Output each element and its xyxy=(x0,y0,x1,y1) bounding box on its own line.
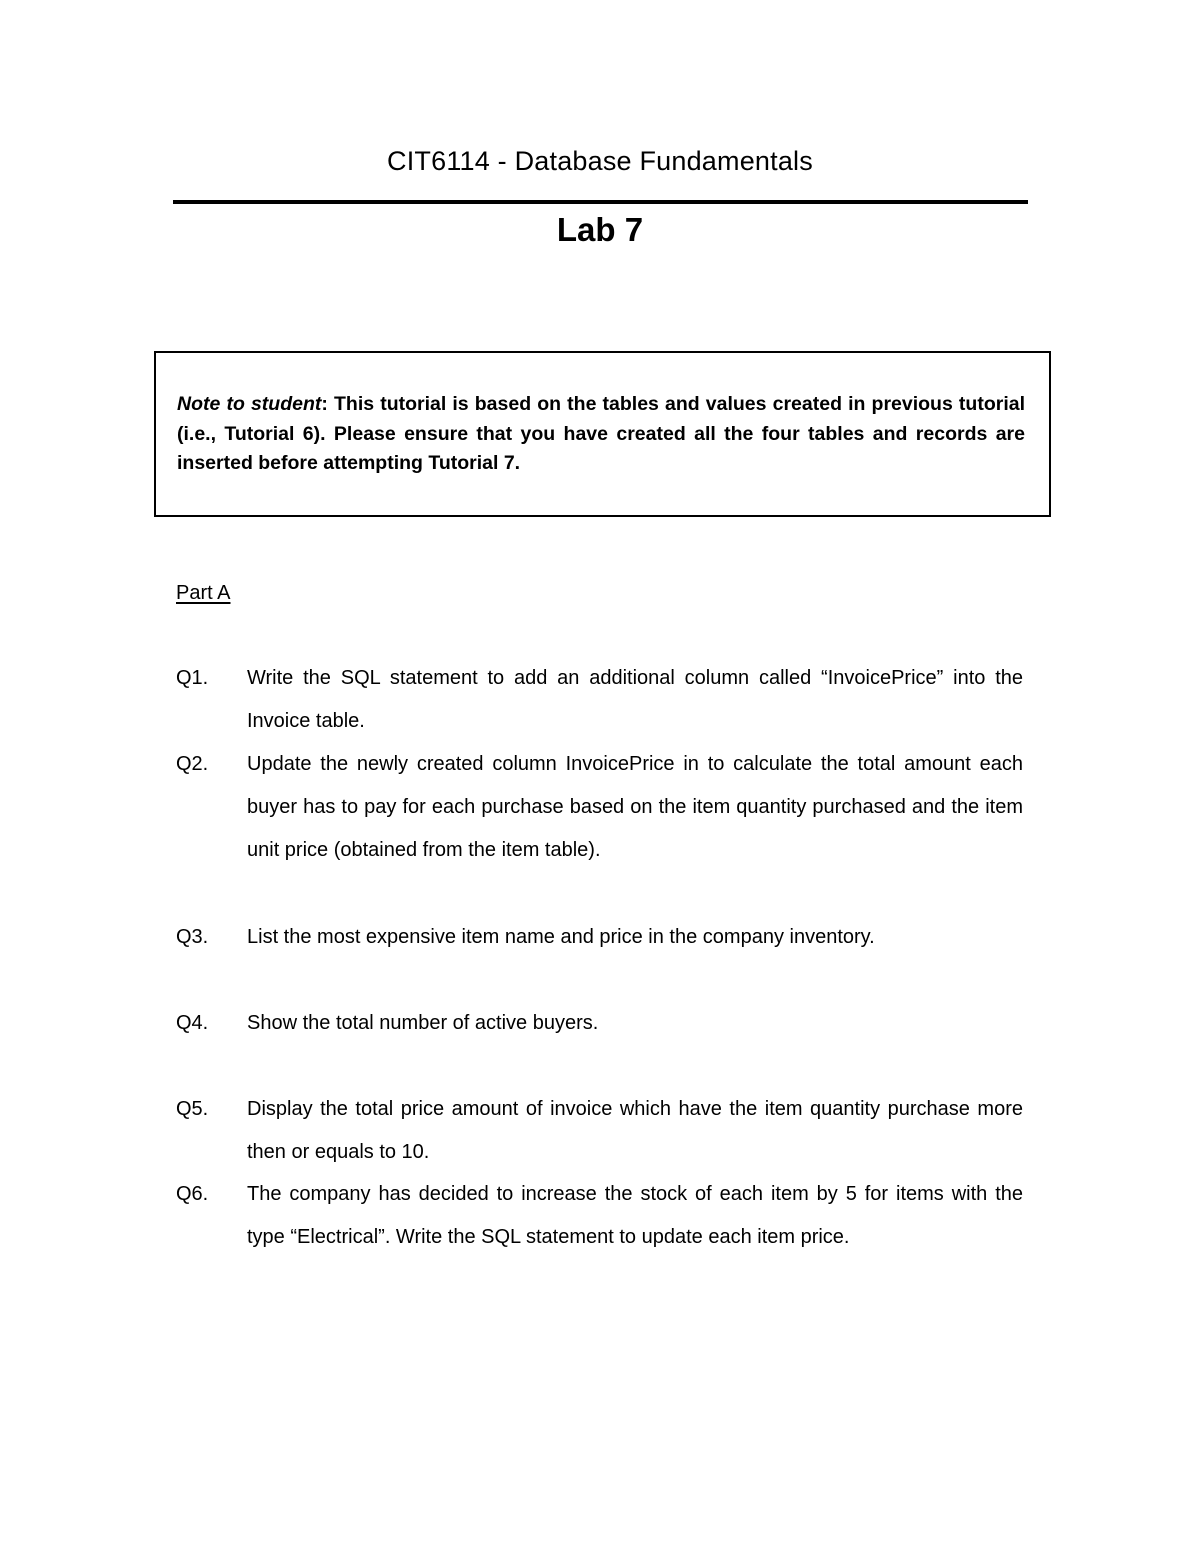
question-text: Write the SQL statement to add an additional column called “InvoicePrice” into the Invoice table. xyxy=(247,667,1023,732)
note-box xyxy=(154,351,1051,517)
question-text: Update the newly created column InvoicePrice in to calculate the total amount each buyer has to pay for each purchase based on the item quantity purchased and the item unit price (obtained from the item table). xyxy=(247,753,1023,861)
question-text: Display the total price amount of invoice which have the item quantity purchase more then or equals to 10. xyxy=(247,1098,1023,1163)
question-number: Q3. xyxy=(176,926,209,948)
question-text: The company has decided to increase the stock of each item by 5 for items with the type “Electrical”. Write the SQL statement to update each item price. xyxy=(247,1183,1023,1248)
question-text: Show the total number of active buyers. xyxy=(247,1012,599,1034)
note-body: : This tutorial is based on the tables and values created in previous tutorial (i.e., Tutorial 6). Please ensure that you have created all the four tables and records are inserted before attempting Tutorial 7. xyxy=(177,393,1026,474)
note-label: Note to student xyxy=(177,393,322,415)
question-number: Q1. xyxy=(176,667,209,689)
question-text: List the most expensive item name and price in the company inventory. xyxy=(247,926,875,948)
question-number: Q6. xyxy=(176,1183,209,1205)
question-number: Q4. xyxy=(176,1012,209,1034)
course-title: CIT6114 - Database Fundamentals xyxy=(387,146,813,176)
question-number: Q2. xyxy=(176,753,209,775)
question-number: Q5. xyxy=(176,1098,209,1120)
title-divider xyxy=(173,200,1028,204)
note-text xyxy=(177,390,1025,479)
part-heading: Part A xyxy=(176,582,231,604)
lab-title: Lab 7 xyxy=(556,211,644,248)
